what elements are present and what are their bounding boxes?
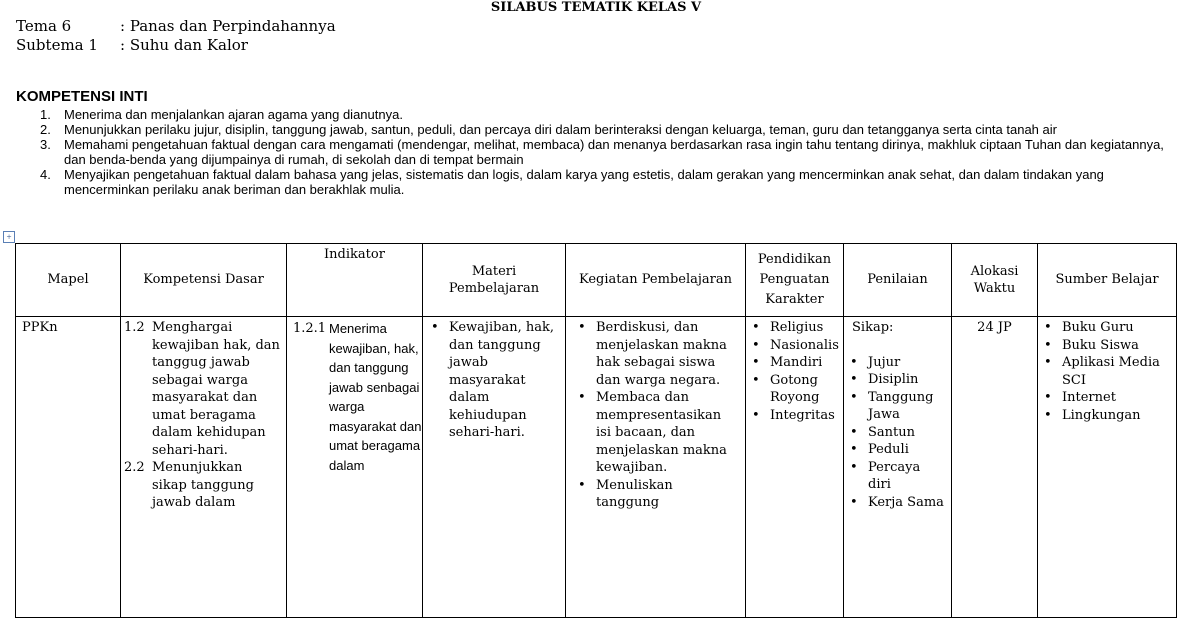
header-penilaian-text: Penilaian — [867, 272, 928, 288]
mapel-text: PPKn — [22, 320, 58, 335]
list-item: • Disiplin — [846, 371, 945, 389]
kompetensi-inti-list — [40, 107, 1172, 197]
list-item: • Integritas — [748, 407, 841, 425]
list-item: • Santun — [846, 424, 945, 442]
tema-line — [16, 17, 336, 35]
list-item: • Gotong Royong — [748, 372, 841, 407]
ki-item — [40, 122, 1172, 137]
header-kegiatan — [566, 244, 746, 317]
kd-text: Menunjukkan sikap tanggung jawab dalam — [152, 460, 254, 510]
cell-kegiatan — [566, 317, 746, 618]
subtema-label: Subtema 1 — [16, 36, 98, 54]
list-item: • Membaca dan mempresentasikan isi bacaan, dan menjelaskan makna kewajiban. — [574, 389, 739, 477]
list-item: • Buku Siswa — [1040, 337, 1170, 355]
ki-item — [40, 167, 1172, 197]
list-item: • Kerja Sama — [846, 494, 945, 512]
kegiatan-list — [574, 319, 739, 512]
karakter-list — [748, 319, 841, 424]
list-item: • Berdiskusi, dan menjelaskan makna hak sebagai siswa dan warga negara. — [574, 319, 739, 389]
subtema-line — [16, 36, 248, 54]
header-sumber-text: Sumber Belajar — [1055, 272, 1159, 288]
indikator-text: Menerima kewajiban, hak, dan tanggung jawab senbagai warga masyarakat dan umat beragama dalam — [329, 321, 422, 473]
kd-number: 2.2 — [124, 460, 145, 475]
document-title: SILABUS TEMATIK KELAS V — [490, 0, 702, 15]
kd-item — [124, 459, 280, 512]
list-item: • Lingkungan — [1040, 407, 1170, 425]
ki-item-number: 2. — [40, 122, 51, 137]
kd-text: Menghargai kewajiban hak, dan tanggug jawab sebagai warga masyarakat dan umat beragama dalam kehidupan sehari-hari. — [152, 320, 280, 458]
header-sumber — [1038, 244, 1177, 317]
kd-number: 1.2 — [124, 320, 145, 335]
table-move-handle-icon[interactable]: + — [3, 231, 15, 243]
header-materi-text: Materi Pembelajaran — [448, 263, 540, 296]
penilaian-list — [846, 354, 945, 512]
table-header-row — [16, 244, 1177, 317]
ki-item-number: 3. — [40, 137, 51, 152]
header-kompetensi-dasar — [121, 244, 287, 317]
header-kegiatan-text: Kegiatan Pembelajaran — [579, 272, 732, 288]
cell-penilaian — [844, 317, 952, 618]
list-item: • Buku Guru — [1040, 319, 1170, 337]
subtema-value: : Suhu dan Kalor — [120, 36, 248, 54]
kompetensi-inti-heading: KOMPETENSI INTI — [16, 88, 148, 105]
tema-value: : Panas dan Perpindahannya — [120, 17, 336, 35]
header-alokasi-text: Alokasi Waktu — [970, 263, 1019, 296]
list-item: • Peduli — [846, 441, 945, 459]
cell-alokasi — [952, 317, 1038, 618]
cell-karakter — [746, 317, 844, 618]
header-kd-text: Kompetensi Dasar — [143, 272, 264, 288]
ki-item-text: Menerima dan menjalankan ajaran agama yang dianutnya. — [64, 107, 403, 122]
tema-label: Tema 6 — [16, 17, 72, 35]
penilaian-label: Sikap: — [852, 320, 894, 335]
ki-item-number: 1. — [40, 107, 51, 122]
header-mapel — [16, 244, 121, 317]
list-item: • Jujur — [846, 354, 945, 372]
list-item: • Aplikasi Media SCI — [1040, 354, 1170, 389]
list-item: • Internet — [1040, 389, 1170, 407]
header-indikator — [287, 244, 423, 317]
ki-item — [40, 107, 1172, 122]
header-alokasi — [952, 244, 1038, 317]
sumber-list — [1040, 319, 1170, 424]
header-penilaian — [844, 244, 952, 317]
list-item: • Mandiri — [748, 354, 841, 372]
ki-item-text: Memahami pengetahuan faktual dengan cara mengamati (mendengar, melihat, membaca) dan menanya berdasarkan rasa ingin tahu tentang dirinya, makhluk ciptaan Tuhan dan kegiatannya, dan benda-benda yang dijumpainya di rumah, di sekolah dan di tempat bermain — [64, 137, 1164, 167]
indikator-item — [287, 317, 422, 475]
indikator-number: 1.2.1 — [293, 321, 327, 336]
cell-indikator — [287, 317, 423, 618]
kd-item — [124, 319, 280, 459]
cell-materi — [423, 317, 566, 618]
cell-mapel — [16, 317, 121, 618]
ki-item — [40, 137, 1172, 167]
list-item: • Religius — [748, 319, 841, 337]
header-karakter — [746, 244, 844, 317]
silabus-table — [15, 243, 1177, 618]
ki-item-text: Menunjukkan perilaku jujur, disiplin, tanggung jawab, santun, peduli, dan percaya diri dalam berinteraksi dengan keluarga, teman, guru dan tetangganya serta cinta tanah air — [64, 122, 1057, 137]
table-row — [16, 317, 1177, 618]
list-item: • Nasionalis — [748, 337, 841, 355]
list-item: • Percaya diri — [846, 459, 945, 494]
alokasi-text: 24 JP — [977, 320, 1012, 335]
list-item: • Kewajiban, hak, dan tanggung jawab masyarakat dalam kehiudupan sehari-hari. — [427, 319, 559, 442]
header-indikator-text: Indikator — [324, 247, 385, 262]
materi-list — [427, 319, 559, 442]
list-item: • Menuliskan tanggung — [574, 477, 739, 512]
ki-item-text: Menyajikan pengetahuan faktual dalam bahasa yang jelas, sistematis dan logis, dalam karya yang estetis, dalam gerakan yang mencerminkan anak sehat, dan dalam tindakan yang mencerminkan perilaku anak beriman dan berakhlak mulia. — [64, 167, 1104, 197]
cell-sumber — [1038, 317, 1177, 618]
list-item: • Tanggung Jawa — [846, 389, 945, 424]
header-mapel-text: Mapel — [47, 272, 89, 288]
header-materi — [423, 244, 566, 317]
cell-kompetensi-dasar — [121, 317, 287, 618]
header-karakter-text: Pendidikan Penguatan Karakter — [757, 252, 832, 307]
ki-item-number: 4. — [40, 167, 51, 182]
